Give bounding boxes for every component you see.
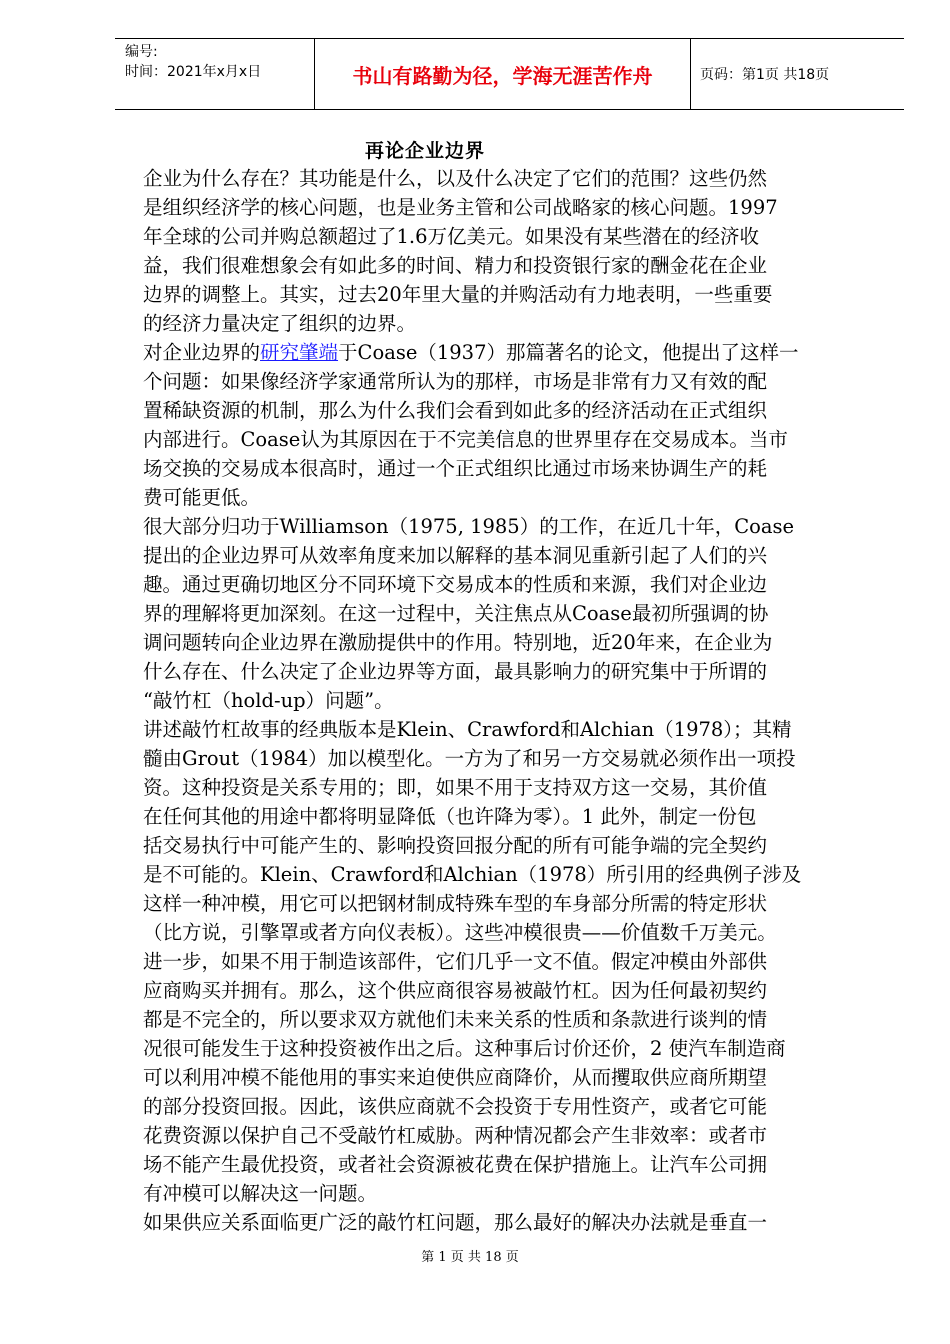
time-label: 时间：2021年x月x日 (125, 64, 262, 80)
text-line: 是不可能的。Klein、Crawford和Alchian（1978）所引用的经典例子涉及 (143, 863, 802, 886)
text-line: 趣。通过更确切地区分不同环境下交易成本的性质和来源，我们对企业边 (143, 573, 768, 596)
page-label: 页码：第1页 共18页 (700, 67, 830, 83)
text-line: 况很可能发生于这种投资被作出之后。这种事后讨价还价，2 使汽车制造商 (143, 1037, 786, 1060)
text-line: 很大部分归功于Williamson（1975, 1985）的工作，在近几十年，Coase (143, 515, 795, 538)
footer-page-number: 第 1 页 共 18 页 (421, 1250, 519, 1265)
text-line: 的部分投资回报。因此，该供应商就不会投资于专用性资产，或者它可能 (143, 1095, 768, 1118)
document-body (143, 164, 883, 1237)
text-line: 髓由Grout（1984）加以模型化。一方为了和另一方交易就必须作出一项投 (143, 747, 796, 770)
text-line: 如果供应关系面临更广泛的敲竹杠问题，那么最好的解决办法就是垂直一 (143, 1211, 768, 1234)
text-line: 资。这种投资是关系专用的；即，如果不用于支持双方这一交易，其价值 (143, 776, 768, 799)
text-line: 有冲模可以解决这一问题。 (143, 1182, 378, 1205)
text-line: 内部进行。Coase认为其原因在于不完美信息的世界里存在交易成本。当市 (143, 428, 788, 451)
document-title (0, 136, 950, 163)
text-line: 置稀缺资源的机制，那么为什么我们会看到如此多的经济活动在正式组织 (143, 399, 768, 422)
header-meta (115, 39, 315, 109)
text-line: 应商购买并拥有。那么，这个供应商很容易被敲竹杠。因为任何最初契约 (143, 979, 768, 1002)
text-line: 什么存在、什么决定了企业边界等方面，最具影响力的研究集中于所谓的 (143, 660, 768, 683)
text-line: 都是不完全的，所以要求双方就他们未来关系的性质和条款进行谈判的情 (143, 1008, 768, 1031)
line-text-before: 对企业边界的 (143, 341, 261, 364)
text-line: 调问题转向企业边界在激励提供中的作用。特别地，近20年来，在企业为 (143, 631, 773, 654)
text-line: 企业为什么存在？其功能是什么，以及什么决定了它们的范围？这些仍然 (143, 167, 768, 190)
document-title-text: 再论企业边界 (364, 140, 485, 162)
text-line: 括交易执行中可能产生的、影响投资回报分配的所有可能争端的完全契约 (143, 834, 768, 857)
header-table (115, 38, 904, 110)
text-line: 益，我们很难想象会有如此多的时间、精力和投资银行家的酬金花在企业 (143, 254, 768, 277)
text-line: 界的理解将更加深刻。在这一过程中，关注焦点从Coase最初所强调的协 (143, 602, 769, 625)
text-line: 的经济力量决定了组织的边界。 (143, 312, 417, 335)
text-line: 进一步，如果不用于制造该部件，它们几乎一文不值。假定冲模由外部供 (143, 950, 768, 973)
line-text-after: 于Coase（1937）那篇著名的论文，他提出了这样一 (338, 341, 799, 364)
text-line: 提出的企业边界可从效率角度来加以解释的基本洞见重新引起了人们的兴 (143, 544, 768, 567)
text-line: 费可能更低。 (143, 486, 261, 509)
text-line: 场不能产生最优投资，或者社会资源被花费在保护措施上。让汽车公司拥 (143, 1153, 768, 1176)
page-footer (0, 1246, 950, 1265)
research-link[interactable]: 研究肇端 (260, 341, 339, 364)
text-line: 在任何其他的用途中都将明显降低（也许降为零）。1 此外，制定一份包 (143, 805, 757, 828)
text-line: 讲述敲竹杠故事的经典版本是Klein、Crawford和Alchian（1978）；其精 (143, 718, 792, 741)
text-line: “敲竹杠（hold-up）问题”。 (143, 689, 394, 712)
text-line: 是组织经济学的核心问题，也是业务主管和公司战略家的核心问题。1997 (143, 196, 778, 219)
text-line-with-link (143, 338, 883, 367)
text-line: 可以利用冲模不能他用的事实来迫使供应商降价，从而攫取供应商所期望 (143, 1066, 768, 1089)
text-line: 花费资源以保护自己不受敲竹杠威胁。两种情况都会产生非效率：或者市 (143, 1124, 768, 1147)
text-line: 年全球的公司并购总额超过了1.6万亿美元。如果没有某些潜在的经济收 (143, 225, 760, 248)
motto: 书山有路勤为径，学海无涯苦作舟 (315, 39, 691, 109)
text-line: 边界的调整上。其实，过去20年里大量的并购活动有力地表明，一些重要 (143, 283, 773, 306)
text-line: 这样一种冲模，用它可以把钢材制成特殊车型的车身部分所需的特定形状 (143, 892, 768, 915)
text-line: （比方说，引擎罩或者方向仪表板）。这些冲模很贵——价值数千万美元。 (143, 921, 777, 944)
text-line: 场交换的交易成本很高时，通过一个正式组织比通过市场来协调生产的耗 (143, 457, 768, 480)
number-label: 编号: (125, 44, 158, 60)
text-line: 个问题：如果像经济学家通常所认为的那样，市场是非常有力又有效的配 (143, 370, 768, 393)
